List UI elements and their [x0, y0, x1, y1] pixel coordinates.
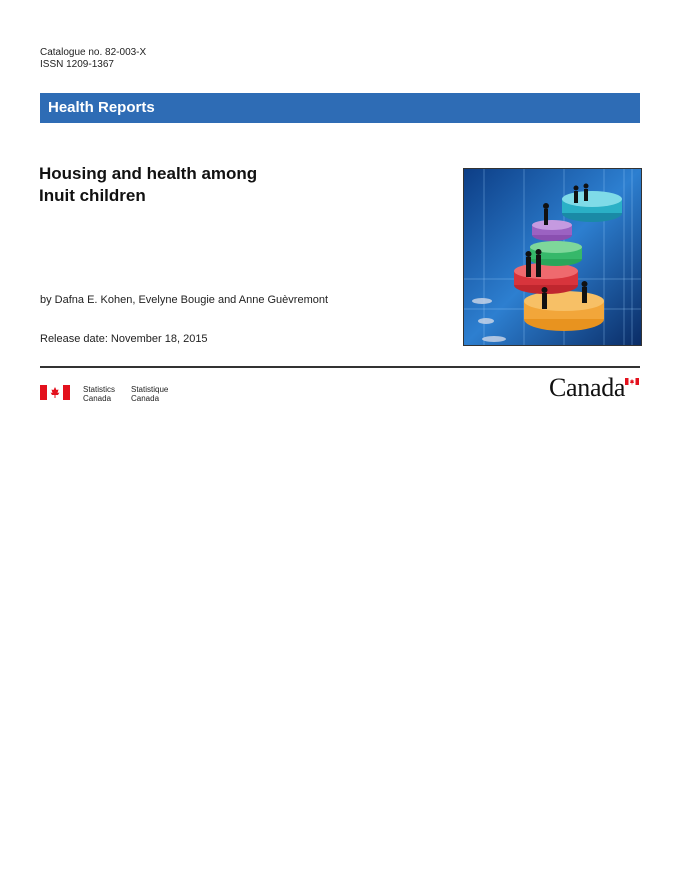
canada-wordmark: Canada: [549, 373, 626, 402]
cover-image: [463, 168, 642, 346]
catalogue-number: Catalogue no. 82-003-X: [40, 47, 147, 58]
statcan-en-line2: Canada: [83, 394, 112, 403]
statcan-fr-line2: Canada: [131, 394, 160, 403]
canada-flag-icon: [40, 385, 70, 400]
statcan-en-line1: Statistics: [83, 385, 116, 394]
cover-illustration: [464, 169, 641, 345]
statcan-fr-line1: Statistique: [131, 385, 169, 394]
series-title: Health Reports: [48, 99, 155, 116]
release-date: Release date: November 18, 2015: [40, 333, 208, 345]
series-banner: [40, 93, 640, 123]
issn: ISSN 1209-1367: [40, 59, 114, 70]
statcan-name-en: [83, 385, 115, 403]
title-line-1: Housing and health among: [39, 164, 258, 183]
statcan-name-fr: [131, 385, 168, 403]
page-title: [39, 163, 339, 207]
title-line-2: Inuit children: [39, 186, 146, 205]
wordmark-flag-icon: [625, 378, 639, 385]
divider: [40, 366, 640, 368]
authors: by Dafna E. Kohen, Evelyne Bougie and Anne Guèvremont: [40, 294, 329, 306]
catalogue-info: [40, 47, 146, 71]
